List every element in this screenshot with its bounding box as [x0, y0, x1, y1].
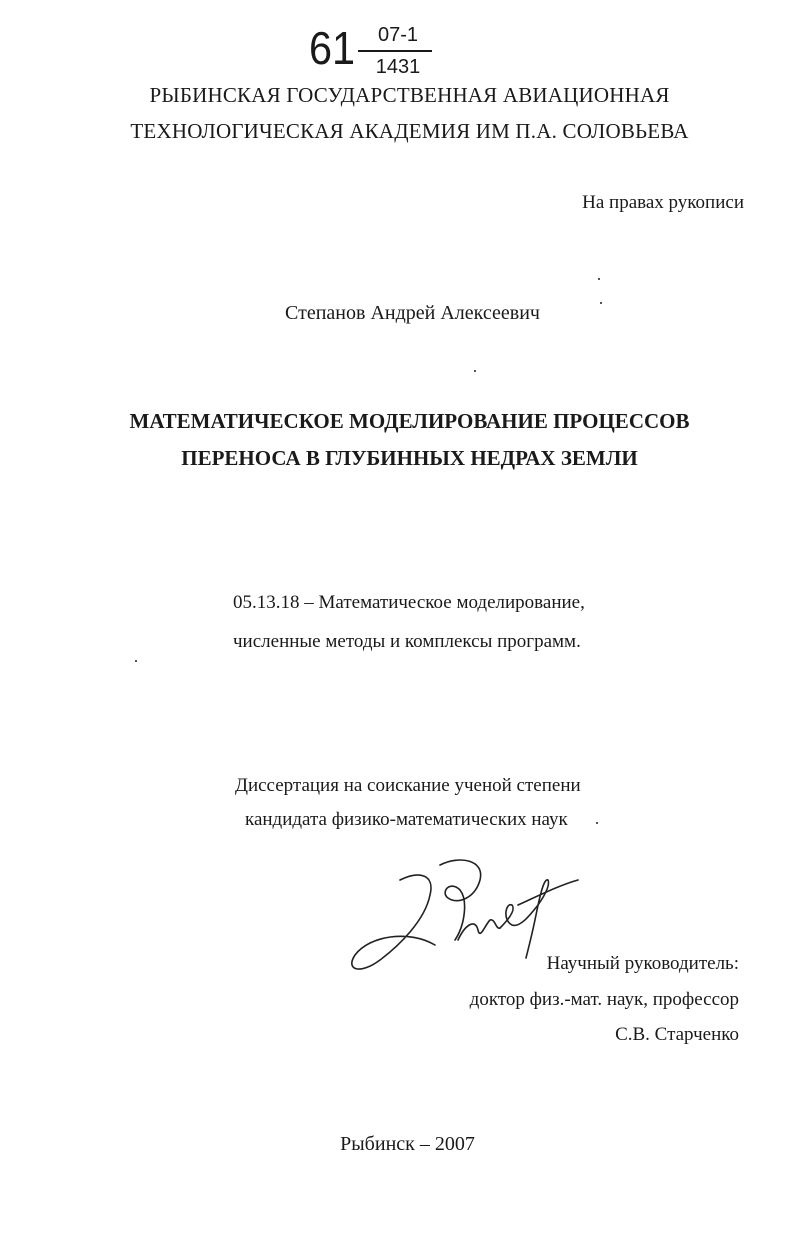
scan-speck — [598, 278, 600, 280]
author-name: Степанов Андрей Алексеевич — [285, 302, 540, 324]
degree-line-1: Диссертация на соискание ученой степени — [235, 775, 581, 796]
supervisor-label: Научный руководитель: — [546, 953, 739, 974]
thesis-title-line-2: ПЕРЕНОСА В ГЛУБИННЫХ НЕДРАХ ЗЕМЛИ — [181, 446, 638, 470]
supervisor-name: С.В. Старченко — [615, 1024, 739, 1045]
library-stamp-bottom: 1431 — [375, 56, 421, 78]
city-year: Рыбинск – 2007 — [340, 1133, 475, 1155]
scan-speck — [474, 370, 476, 372]
library-stamp-number: 61 — [309, 22, 356, 74]
institution-line-2: ТЕХНОЛОГИЧЕСКАЯ АКАДЕМИЯ ИМ П.А. СОЛОВЬЕВА — [130, 119, 689, 143]
thesis-title-line-1: МАТЕМАТИЧЕСКОЕ МОДЕЛИРОВАНИЕ ПРОЦЕССОВ — [129, 409, 690, 433]
library-stamp-divider — [358, 50, 432, 52]
scan-speck — [600, 302, 602, 304]
scan-speck — [135, 660, 137, 662]
institution-line-1: РЫБИНСКАЯ ГОСУДАРСТВЕННАЯ АВИАЦИОННАЯ — [149, 83, 670, 107]
degree-line-2: кандидата физико-математических наук — [245, 809, 568, 830]
specialty-line-2: численные методы и комплексы программ. — [233, 631, 581, 652]
manuscript-rights-note: На правах рукописи — [582, 192, 744, 213]
library-stamp-top: 07-1 — [377, 24, 419, 46]
scan-speck — [596, 822, 598, 824]
supervisor-degree: доктор физ.-мат. наук, профессор — [469, 989, 739, 1010]
specialty-line-1: 05.13.18 – Математическое моделирование, — [233, 592, 585, 613]
